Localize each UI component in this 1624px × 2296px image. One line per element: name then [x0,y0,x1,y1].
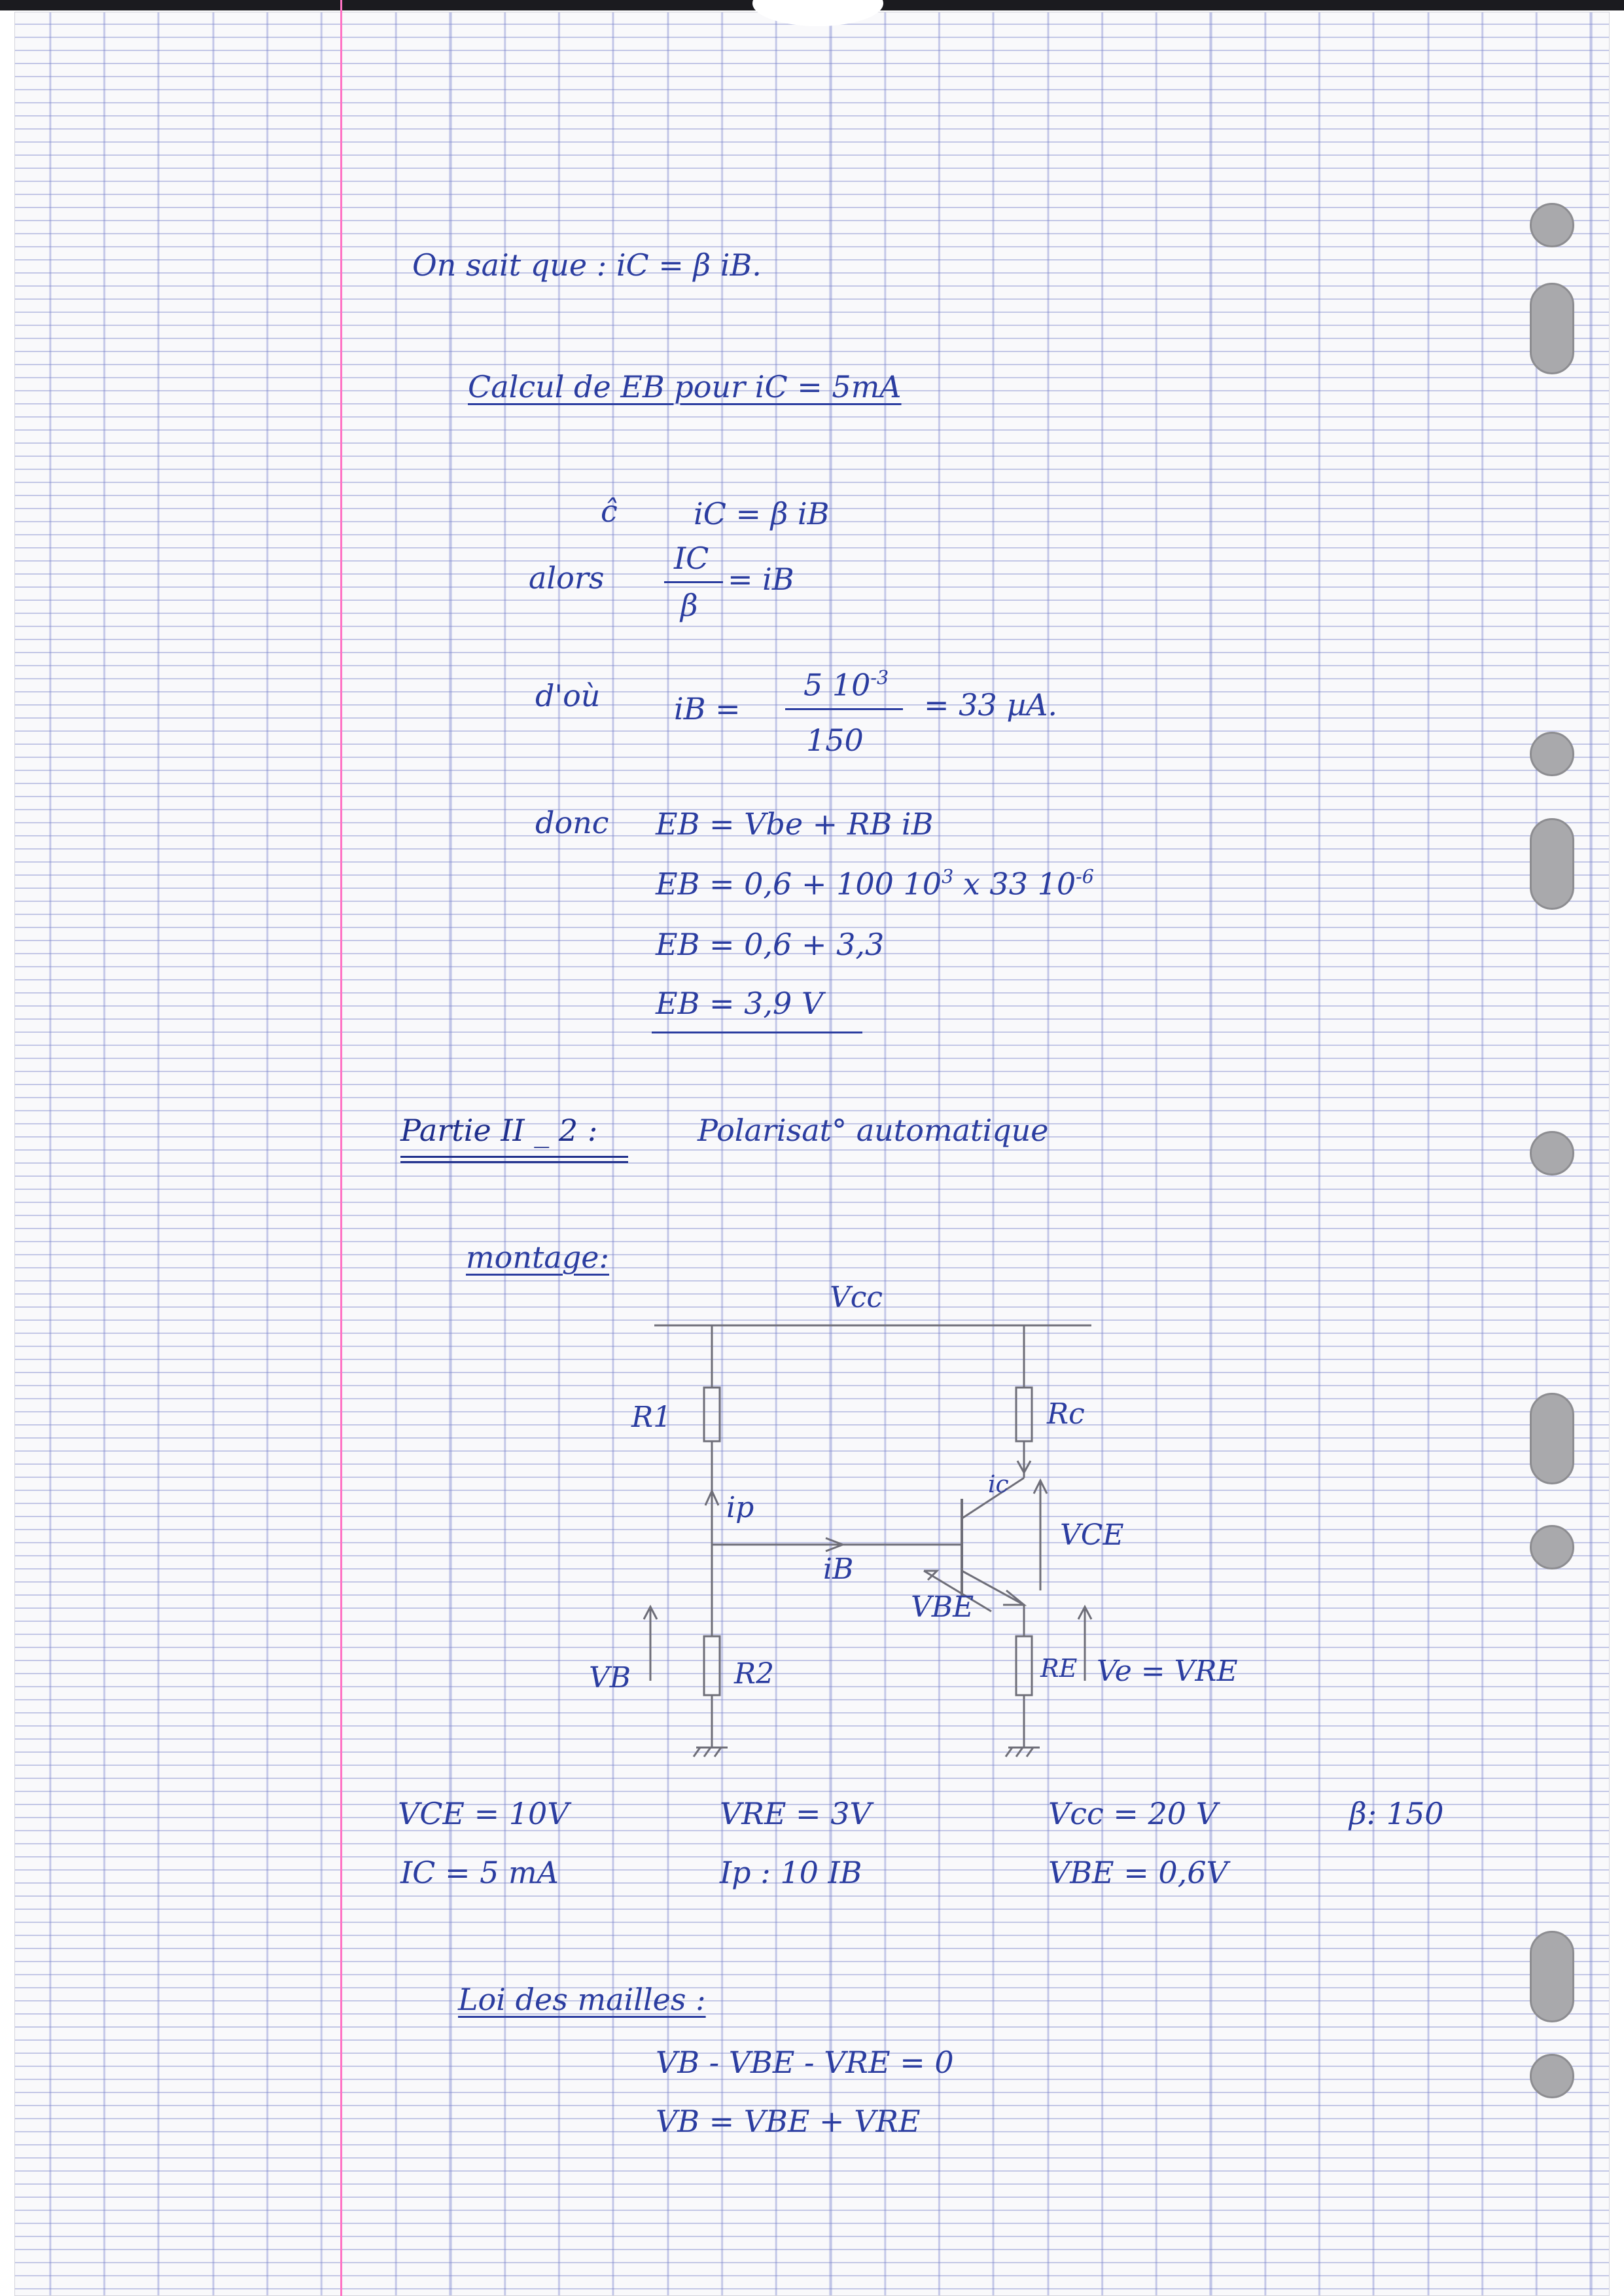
eb-line-4: EB = 3,9 V [656,986,824,1021]
label-vce: VCE [1060,1518,1124,1552]
dou-label: d'où [535,678,601,713]
fraction-numerator: IC [674,541,709,576]
param-ip: Ip : 10 IB [720,1855,862,1890]
ib-numerator: 5 $10^{-3}$ [803,667,889,703]
label-re: RE [1040,1654,1078,1683]
label-r2: R2 [734,1657,775,1691]
param-vce: VCE = 10V [398,1796,569,1831]
param-vbe: VBE = 0,6V [1048,1855,1228,1890]
montage-label: montage: [466,1240,610,1275]
intro-line: On sait que : iC = β iB. [412,247,762,283]
rc-resistor [1016,1388,1032,1441]
ground-hatch [1016,1748,1023,1757]
loi-equation-1: VB - VBE - VRE = 0 [656,2045,954,2080]
label-ve: Ve = VRE [1097,1655,1238,1688]
param-ic: IC = 5 mA [400,1855,559,1890]
ground-hatch [704,1748,711,1757]
r2-resistor [704,1636,720,1695]
eq-ic-beta: iC = β iB [694,496,830,531]
ib-result: = 33 µA. [924,687,1058,723]
eq-c-mark: ĉ [601,493,618,529]
donc-label: donc [535,805,609,840]
label-vcc: Vcc [830,1281,883,1314]
partie-title: Polarisat° automatique [697,1113,1049,1148]
label-vbe: VBE [911,1590,974,1624]
fraction-rhs: = iB [728,562,794,597]
eb-line-2: EB = 0,6 + 100 $10^3$ x 33 $10^{-6}$ [656,866,1094,902]
eb-line-3: EB = 0,6 + 3,3 [656,927,885,962]
label-ib: iB [823,1552,854,1586]
label-rc: Rc [1047,1397,1085,1431]
loi-equation-2: VB = VBE + VRE [656,2104,921,2139]
ground-hatch [1027,1748,1033,1757]
param-vcc: Vcc = 20 V [1048,1796,1218,1831]
emitter-arrow [1003,1590,1024,1605]
ib-lhs: iB = [674,691,741,726]
ib-denominator: 150 [806,723,864,758]
param-vre: VRE = 3V [720,1796,872,1831]
alors-label: alors [529,560,605,596]
ground-hatch [1006,1748,1012,1757]
r1-resistor [704,1388,720,1441]
re-resistor [1016,1636,1032,1695]
label-ic: ic [988,1471,1009,1498]
eb-line-1: EB = Vbe + RB iB [656,806,934,842]
label-r1: R1 [631,1401,672,1434]
partie-label: Partie II _ 2 : [400,1113,598,1148]
label-ip: ip [726,1491,754,1524]
calcul-heading: Calcul de EB pour iC = 5mA [468,369,902,404]
label-vb: VB [589,1661,631,1695]
fraction-denominator: β [680,588,698,623]
loi-heading: Loi des mailles : [458,1982,706,2017]
ground-hatch [715,1748,721,1757]
ground-hatch [694,1748,700,1757]
param-beta: β: 150 [1349,1796,1444,1831]
